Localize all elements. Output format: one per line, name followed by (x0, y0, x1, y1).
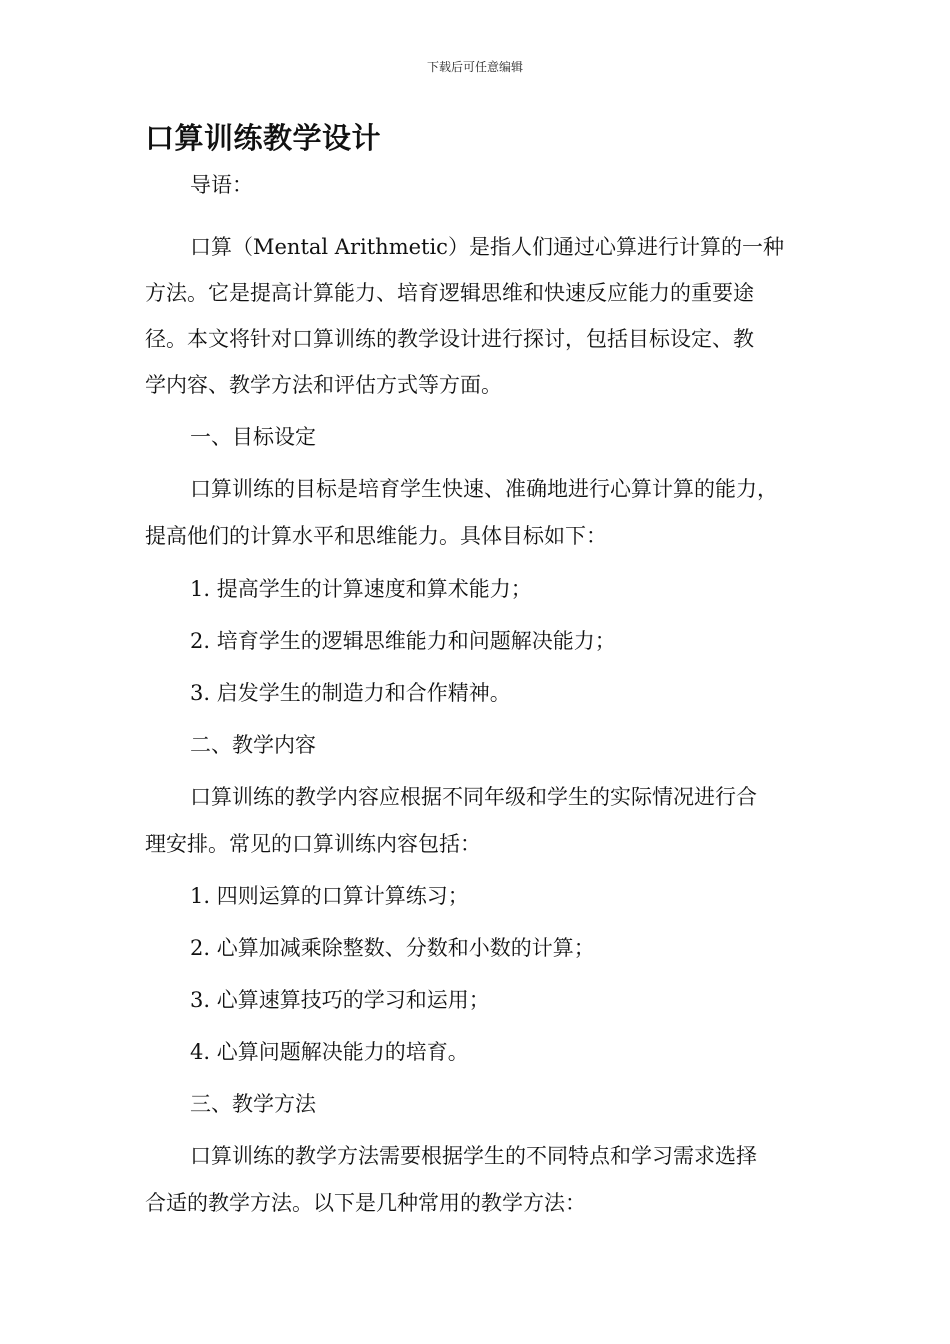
body-line: 1. 提高学生的计算速度和算术能力； (190, 577, 532, 601)
body-line: 三、教学方法 (190, 1092, 316, 1116)
page-header-note: 下载后可任意编辑 (426, 60, 523, 74)
body-line: 导语： (190, 173, 253, 197)
body-line: 口算（Mental Arithmetic）是指人们通过心算进行计算的一种 (190, 235, 784, 259)
body-line: 口算训练的教学内容应根据不同年级和学生的实际情况进行合 (190, 785, 757, 809)
body-line: 学内容、教学方法和评估方式等方面。 (145, 373, 502, 397)
body-line: 口算训练的目标是培育学生快速、准确地进行心算计算的能力， (190, 477, 778, 501)
body-line: 4. 心算问题解决能力的培育。 (190, 1040, 469, 1064)
body-line: 方法。它是提高计算能力、培育逻辑思维和快速反应能力的重要途 (145, 281, 754, 305)
document-body (145, 165, 805, 1216)
body-line: 径。本文将针对口算训练的教学设计进行探讨，包括目标设定、教 (145, 327, 754, 351)
document-title: 口算训练教学设计 (145, 121, 382, 155)
body-line: 理安排。常见的口算训练内容包括： (145, 832, 481, 856)
body-line: 1. 四则运算的口算计算练习； (190, 884, 469, 908)
body-line: 提高他们的计算水平和思维能力。具体目标如下： (145, 524, 607, 548)
body-line: 口算训练的教学方法需要根据学生的不同特点和学习需求选择 (190, 1144, 757, 1168)
body-line: 合适的教学方法。以下是几种常用的教学方法： (145, 1191, 586, 1215)
body-line: 3. 启发学生的制造力和合作精神。 (190, 681, 511, 705)
body-line: 3. 心算速算技巧的学习和运用； (190, 988, 490, 1012)
body-line: 2. 心算加减乘除整数、分数和小数的计算； (190, 936, 595, 960)
body-line: 2. 培育学生的逻辑思维能力和问题解决能力； (190, 629, 616, 653)
body-line: 一、目标设定 (190, 425, 316, 449)
body-line: 二、教学内容 (190, 733, 316, 757)
